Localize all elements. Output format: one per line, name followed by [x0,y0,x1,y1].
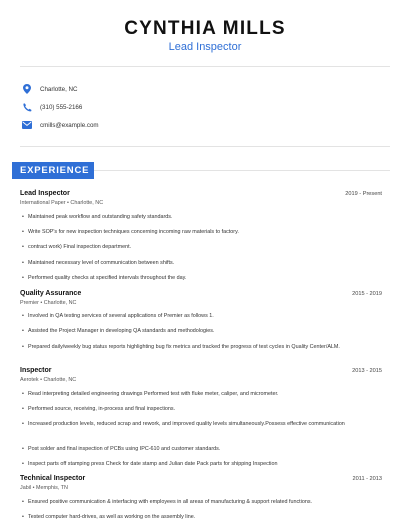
list-item: • Maintained peak workflow and outstanding safety standards. [22,214,173,220]
list-item: • Performed source, receiving, in-process and final inspections. [22,406,176,412]
job-company: Jabil • Memphis, TN [20,485,68,491]
contact-email-text: cmills@example.com [40,121,99,129]
job-entry [20,475,382,527]
job-dates: 2015 - 2019 [352,291,382,297]
email-icon [20,118,34,132]
list-item: • Performed quality checks at specified intervals throughout the day. [22,275,187,281]
job-entry [20,290,382,360]
list-item: • Tested computer hard-drives, as well as working on the assembly line. [22,514,196,520]
list-item: • Prepared daily/weekly bug status reports highlighting bug fix metrics and tracked the progress of test cycles in Quality Center/ALM. [22,344,340,350]
list-item: • Involved in QA testing services of several applications of Premier as follows 1. [22,313,214,319]
job-title: Quality Assurance [20,290,82,297]
section-heading-experience: EXPERIENCE [12,162,94,179]
job-dates: 2011 - 2013 [352,476,382,482]
phone-icon [20,100,34,114]
job-title: Technical Inspector [20,475,86,482]
job-role-title: Lead Inspector [168,41,242,53]
list-item: • Assisted the Project Manager in developing QA standards and methodologies. [22,328,215,334]
contact-email[interactable] [20,118,99,132]
job-entry [20,190,382,280]
contact-divider [20,146,390,147]
list-item: • Increased production levels, reduced scrap and rework, and improved quality levels simultaneously.Possess effective communication [22,421,345,427]
contact-phone[interactable] [20,100,82,114]
list-item: • Ensured positive communication & interfacing with employees in all areas of manufacturing & support related functions. [22,499,313,505]
list-item: • contract work) Final inspection department. [22,244,132,250]
section-divider [94,170,390,171]
header-divider [20,66,390,67]
list-item: • Read interpreting detailed engineering drawings Performed test with fluke meter, caliper, and micrometer. [22,391,279,397]
list-item: • Write SOP's for new inspection techniques concerning incoming raw materials to factory. [22,229,239,235]
list-item: • Maintained necessary level of communication between shifts. [22,260,175,266]
contact-location-text: Charlotte, NC [40,85,78,93]
job-company: Premier • Charlotte, NC [20,300,77,306]
job-dates: 2019 - Present [345,191,382,197]
list-item: • Post solder and final inspection of PCBs using IPC-610 and customer standards. [22,446,221,452]
job-company: International Paper • Charlotte, NC [20,200,104,206]
candidate-name: CYNTHIA MILLS [124,18,286,39]
job-company: Aerotek • Charlotte, NC [20,377,77,383]
job-title: Lead Inspector [20,190,70,197]
location-pin-icon [20,82,34,96]
list-item: • Inspect parts off stamping press Check for date stamp and Julian date Pack parts for shipping Inspection [22,461,278,467]
contact-location [20,82,77,96]
job-entry [20,367,382,469]
contact-phone-text: (310) 555-2166 [40,103,83,111]
job-dates: 2013 - 2015 [352,368,382,374]
job-title: Inspector [20,367,52,374]
